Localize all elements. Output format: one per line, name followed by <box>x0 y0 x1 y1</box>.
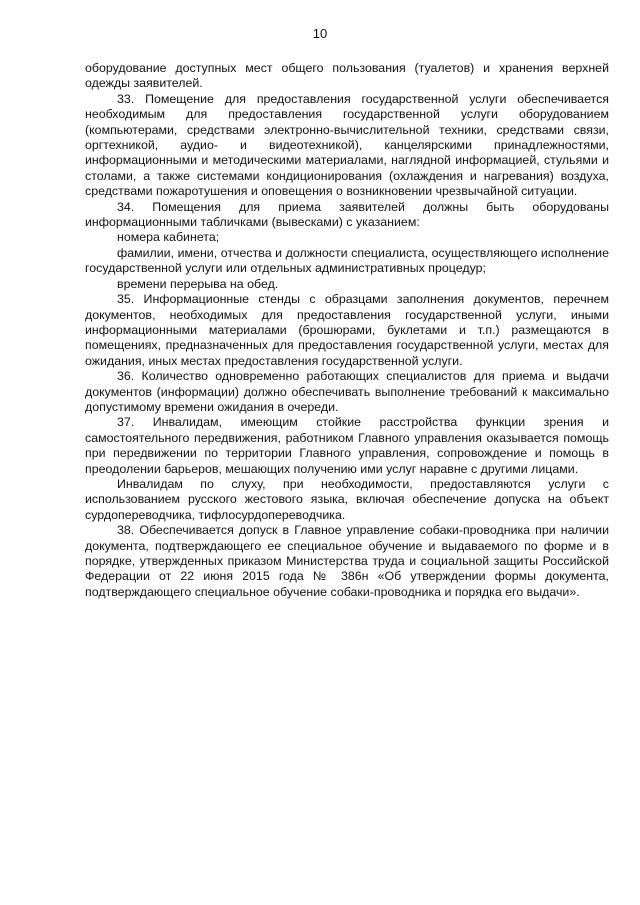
paragraph-intro: оборудование доступных мест общего пользования (туалетов) и хранения верхней одежды заявителей. <box>85 61 609 91</box>
paragraph-34-item-1: номера кабинета; <box>117 230 220 245</box>
paragraph-37: 37. Инвалидам, имеющим стойкие расстройства функции зрения и самостоятельного передвижения, работником Главного управления оказывается помощь при передвижении по территории Главного управления, сопровождение и помощь в преодолении барьеров, мешающих получению ими услуг наравне с другими лицами. <box>85 415 609 476</box>
paragraph-36: 36. Количество одновременно работающих специалистов для приема и выдачи документов (информации) должно обеспечивать выполнение требований к максимально допустимому времени ожидания в очереди. <box>85 369 609 414</box>
paragraph-34: 34. Помещения для приема заявителей должны быть оборудованы информационными табличками (вывесками) с указанием: <box>85 199 609 230</box>
document-body <box>85 61 609 600</box>
paragraph-33: 33. Помещение для предоставления государственной услуги обеспечивается необходимым для предоставления государственной услуги оборудованием (компьютерами, средствами электронно-вычислительной техники, средствами связи, оргтехникой, аудио- и видеотехникой), канцелярскими принадлежностями, информационными и методическими материалами, наглядной информацией, стульями и столами, а также системами кондиционирования (охлаждения и нагревания) воздуха, средствами пожаротушения и оповещения о возникновении чрезвычайной ситуации. <box>85 91 609 199</box>
paragraph-37-hearing: Инвалидам по слуху, при необходимости, предоставляются услуги с использованием русского жестового языка, включая обеспечение допуска на объект сурдопереводчика, тифлосурдопереводчика. <box>85 476 609 522</box>
paragraph-34-item-2: фамилии, имени, отчества и должности специалиста, осуществляющего исполнение государственной услуги или отдельных административных процедур; <box>85 245 609 276</box>
page-number: 10 <box>312 26 328 41</box>
paragraph-35: 35. Информационные стенды с образцами заполнения документов, перечнем документов, необходимых для предоставления государственной услуги, иными информационными материалами (брошюрами, буклетами и т.п.) размещаются в помещениях, предназначенных для предоставления государственной услуги, местах для ожидания, иных местах предоставления государственной услуги. <box>85 292 609 368</box>
paragraph-34-item-3: времени перерыва на обед. <box>117 276 279 291</box>
paragraph-38: 38. Обеспечивается допуск в Главное управление собаки-проводника при наличии документа, подтверждающего ее специальное обучение и выдаваемого по форме и в порядке, утвержденных приказом Министерства труда и социальной защиты Российской Федерации от 22 июня 2015 года № 386н «Об утверждении формы документа, подтверждающего специальное обучение собаки-проводника и порядка его выдачи». <box>85 523 609 599</box>
